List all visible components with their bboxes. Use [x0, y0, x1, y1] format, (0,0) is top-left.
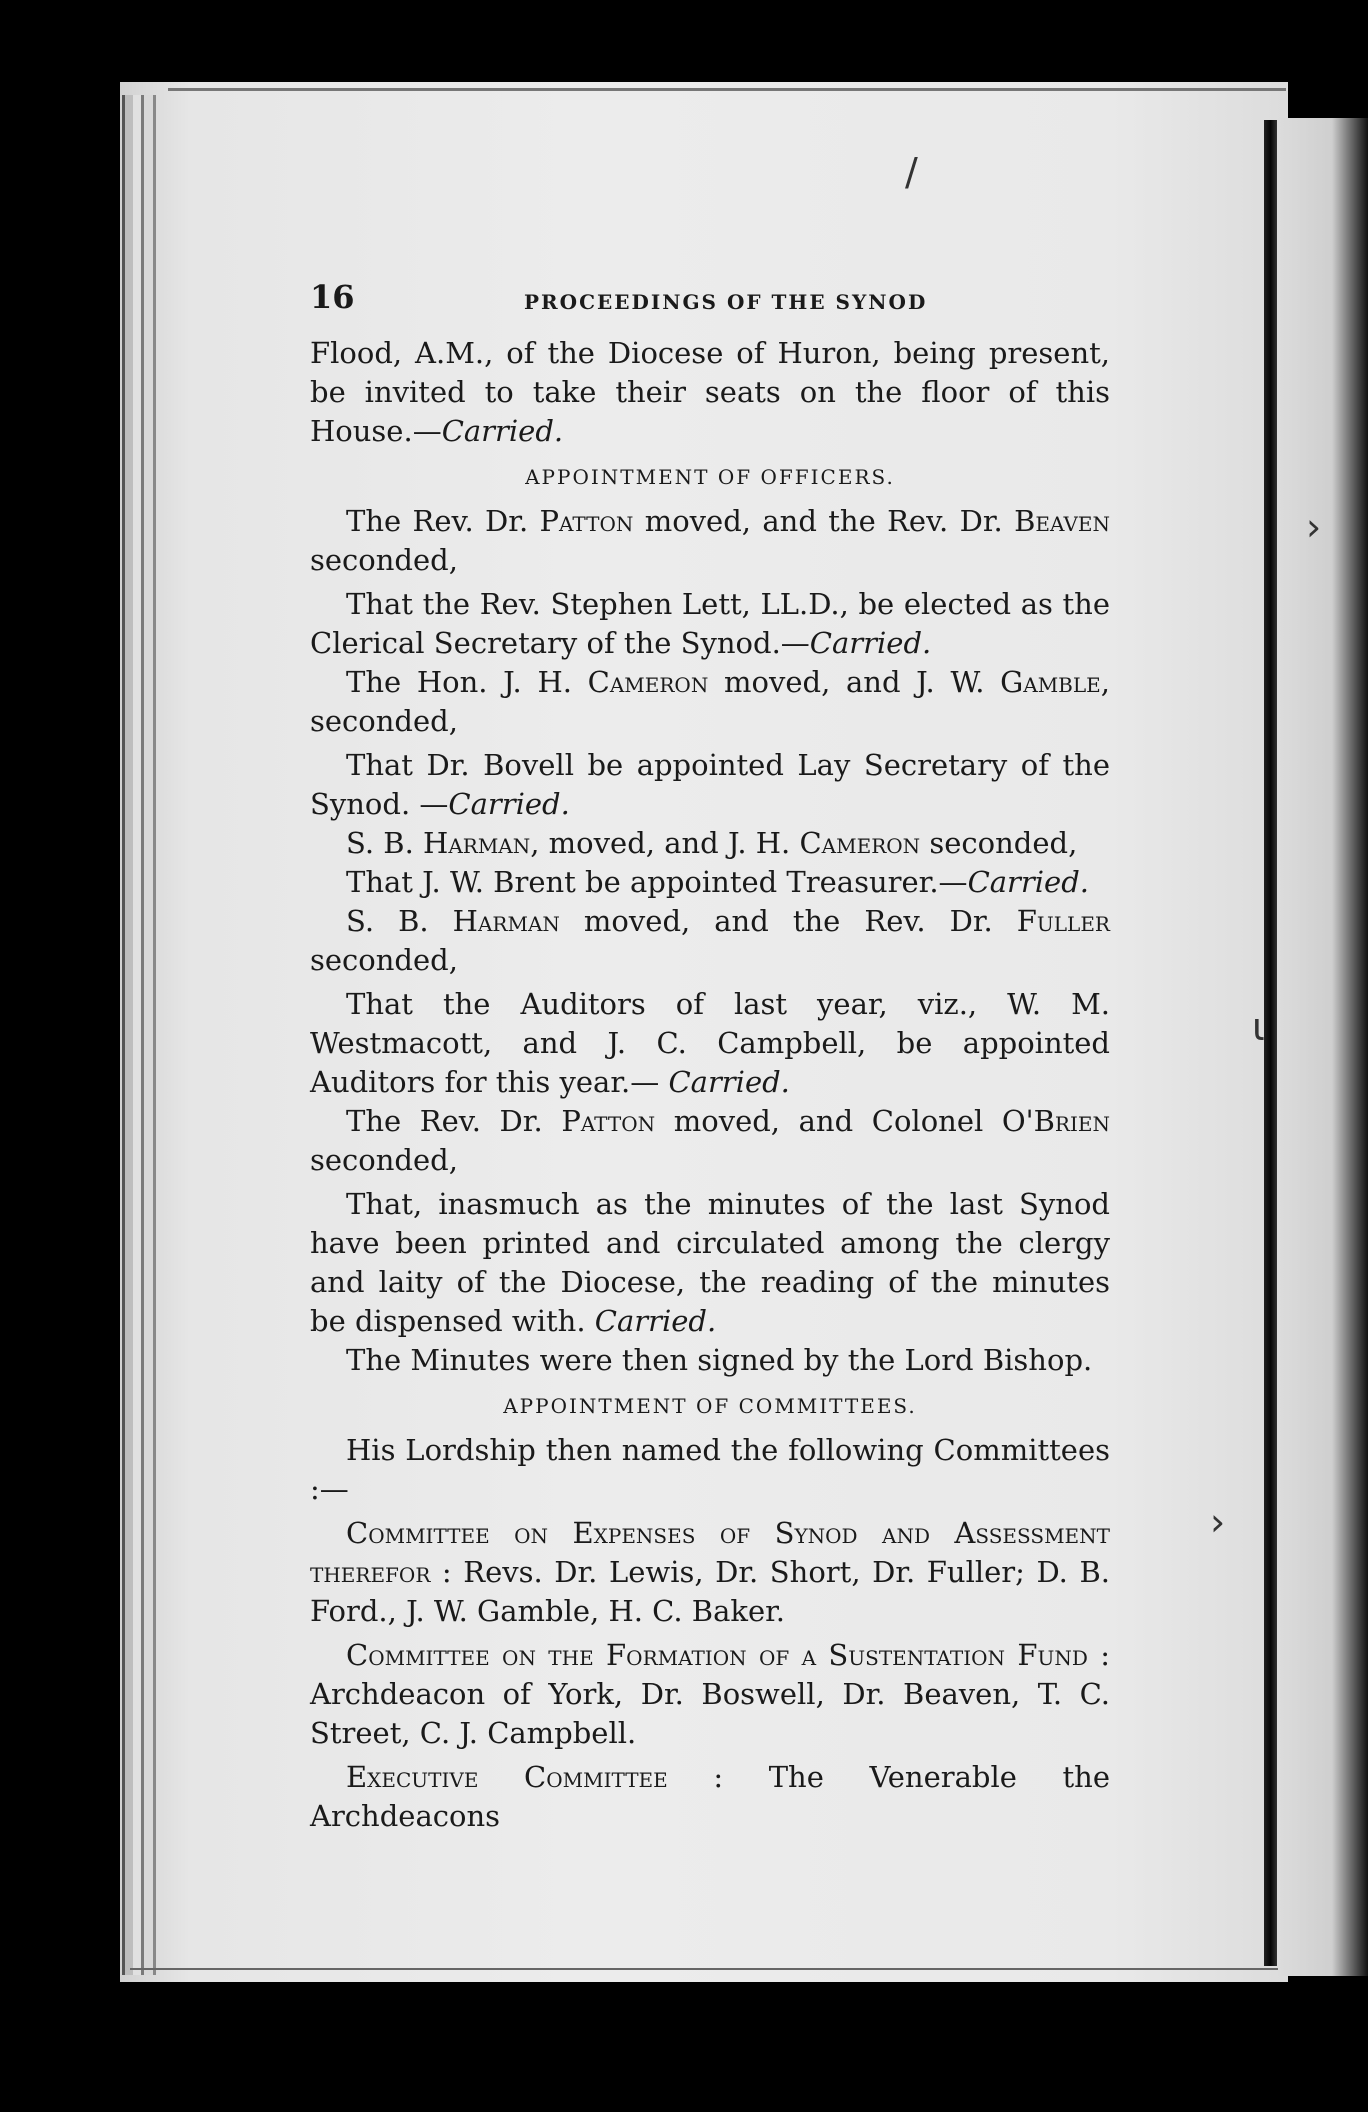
text: seconded, — [920, 826, 1078, 860]
committee-name: Committee on Expenses of Synod and Assessment therefor : — [310, 1516, 1110, 1589]
text: That J. W. Brent be appointed Treasurer.— — [346, 865, 968, 899]
facing-page-sliver — [1278, 118, 1368, 1976]
resolution — [310, 746, 1110, 824]
carried-label: Carried. — [668, 1065, 790, 1099]
name: Patton — [539, 504, 634, 538]
text: That Dr. Bovell be appointed Lay Secretary of the Synod. — — [310, 748, 1110, 821]
committee-name: Committee on the Formation of a Sustentation Fund : — [346, 1638, 1110, 1672]
text: S. B. — [346, 904, 453, 938]
text: The Hon. J. H. — [346, 665, 588, 699]
text: moved, and the Rev. Dr. — [633, 504, 1015, 538]
committee-entry — [310, 1514, 1110, 1631]
motion — [310, 824, 1110, 863]
running-title: PROCEEDINGS OF THE SYNOD — [524, 290, 928, 314]
name: Brien — [1033, 1104, 1110, 1138]
pencil-mark: / — [905, 150, 918, 194]
paragraph — [310, 334, 1110, 451]
name: Harman — [423, 826, 531, 860]
text: That the Rev. Stephen Lett, LL.D., be elected as the Clerical Secretary of the Synod.— — [310, 587, 1110, 660]
paragraph: The Minutes were then signed by the Lord Bishop. — [346, 1343, 1093, 1377]
resolution — [310, 985, 1110, 1102]
resolution — [310, 1185, 1110, 1341]
carried-label: Carried. — [967, 865, 1089, 899]
name: Cameron — [587, 665, 709, 699]
page-text-block — [310, 278, 1110, 1836]
name: Fuller — [1016, 904, 1110, 938]
resolution — [310, 585, 1110, 663]
text: seconded, — [310, 1143, 458, 1177]
paragraph-text: Flood, A.M., of the Diocese of Huron, being present, be invited to take their seats on the floor of this House.— — [310, 336, 1110, 448]
name: Beaven — [1014, 504, 1110, 538]
resolution — [310, 863, 1110, 902]
text: , moved, and J. H. — [530, 826, 800, 860]
committee-entry — [310, 1758, 1110, 1836]
carried-label: Carried. — [594, 1304, 717, 1338]
text: moved, and Colonel O' — [655, 1104, 1034, 1138]
bleed-mark: › — [1210, 1500, 1226, 1544]
bleed-mark: ι — [1252, 1005, 1265, 1049]
text: The Rev. Dr. — [346, 1104, 562, 1138]
committee-name: Executive Committee : — [346, 1760, 724, 1794]
section-heading: APPOINTMENT OF OFFICERS. — [525, 465, 895, 489]
committee-members: Archdeacon of York, Dr. Boswell, Dr. Beaven, T. C. Street, C. J. Campbell. — [310, 1677, 1110, 1750]
binding-shadow — [1264, 120, 1277, 1966]
motion — [310, 663, 1110, 741]
text: That, inasmuch as the minutes of the last Synod have been printed and circulated among the clergy and laity of the Diocese, the reading of the minutes be dispensed with. — [310, 1187, 1110, 1338]
name: Harman — [452, 904, 560, 938]
text: S. B. — [346, 826, 424, 860]
text: moved, and the Rev. Dr. — [559, 904, 1017, 938]
text: seconded, — [310, 943, 458, 977]
text: seconded, — [310, 543, 458, 577]
name: Gamble — [1000, 665, 1101, 699]
committee-entry — [310, 1636, 1110, 1753]
page-bottom-edge — [130, 1968, 1290, 1970]
section-heading: APPOINTMENT OF COMMITTEES. — [503, 1394, 917, 1418]
committee-members: Revs. Dr. Lewis, Dr. Short, Dr. Fuller; D. B. Ford., J. W. Gamble, H. C. Baker. — [310, 1555, 1110, 1628]
name: Cameron — [799, 826, 921, 860]
name: Patton — [561, 1104, 656, 1138]
page-number: 16 — [310, 278, 355, 316]
page-top-edge — [168, 88, 1286, 91]
running-head — [310, 278, 1110, 322]
motion — [310, 1102, 1110, 1180]
text: , seconded, — [310, 665, 1110, 738]
carried-label: Carried. — [441, 414, 564, 448]
paragraph: His Lordship then named the following Committees :— — [310, 1433, 1110, 1506]
motion — [310, 502, 1110, 580]
motion — [310, 902, 1110, 980]
bleed-mark: › — [1306, 505, 1322, 549]
text: The Rev. Dr. — [346, 504, 540, 538]
page-edge-stack — [122, 95, 171, 1975]
text: moved, and J. W. — [708, 665, 1001, 699]
carried-label: Carried. — [809, 626, 932, 660]
carried-label: Carried. — [448, 787, 570, 821]
text: That the Auditors of last year, viz., W. M. Westmacott, and J. C. Campbell, be appointed Auditors for this year.— — [310, 987, 1110, 1099]
committee-members: The Venerable the Archdeacons — [310, 1760, 1110, 1833]
